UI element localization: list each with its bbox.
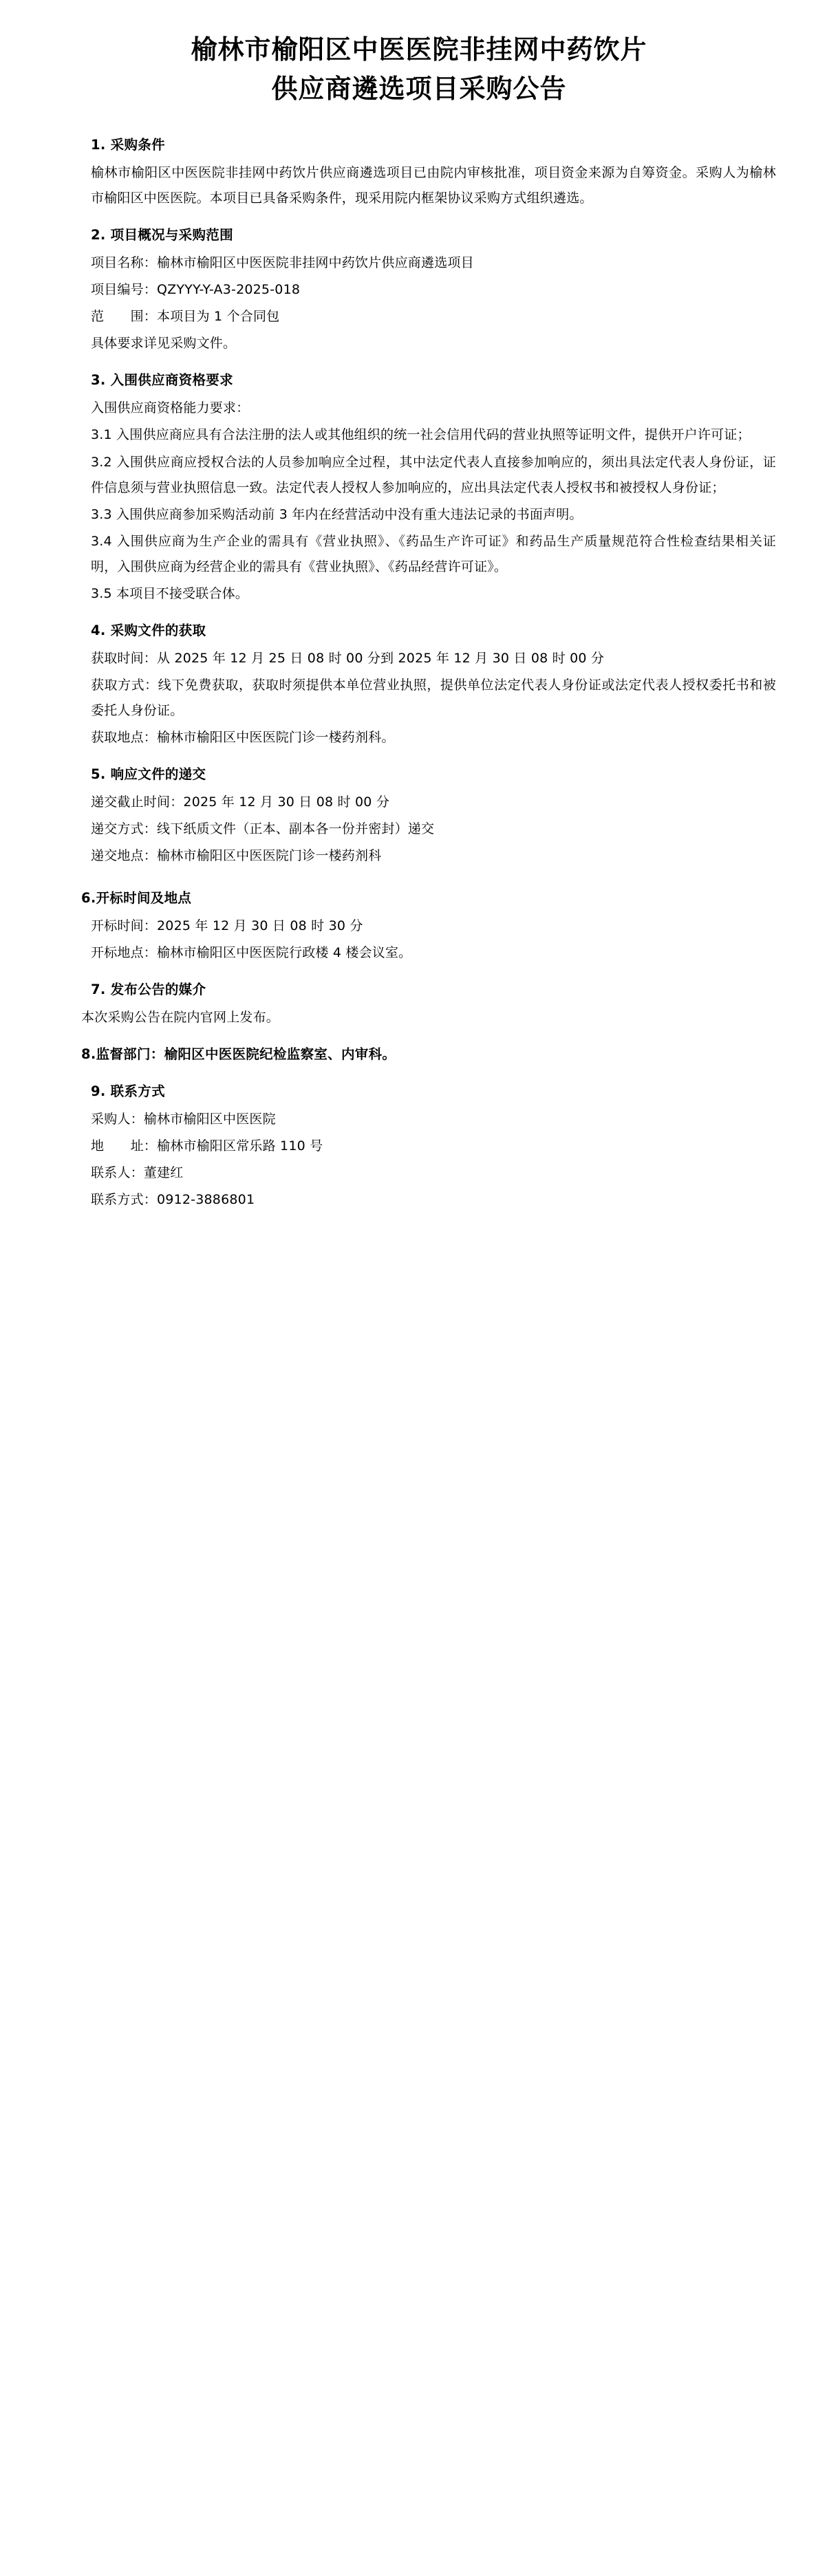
section-2-paragraph-1: 项目名称：榆林市榆阳区中医医院非挂网中药饮片供应商遴选项目 [91, 255, 474, 271]
section-5-paragraph-1: 递交截止时间：2025 年 12 月 30 日 08 时 00 分 [91, 794, 390, 810]
section-3-paragraph-5: 3.4 入围供应商为生产企业的需具有《营业执照》、《药品生产许可证》和药品生产质量规范符合性检查结果相关证明，入围供应商为经营企业的需具有《营业执照》、《药品经营许可证》。 [91, 533, 776, 574]
section-3-paragraph-2: 3.1 入围供应商应具有合法注册的法人或其他组织的统一社会信用代码的营业执照等证明文件，提供开户许可证； [91, 427, 751, 443]
section-heading-9: 9. 联系方式 [91, 1083, 165, 1099]
section-5-paragraph-3: 递交地点：榆林市榆阳区中医医院门诊一楼药剂科 [91, 848, 382, 864]
section-2-paragraph-3: 范 围：本项目为 1 个合同包 [91, 309, 280, 325]
section-heading-4: 4. 采购文件的获取 [91, 622, 206, 638]
section-4-paragraph-1: 获取时间：从 2025 年 12 月 25 日 08 时 00 分到 2025 年 12 月 30 日 08 时 00 分 [91, 650, 605, 666]
section-6-paragraph-1: 开标时间：2025 年 12 月 30 日 08 时 30 分 [91, 918, 363, 934]
section-heading-7: 7. 发布公告的媒介 [91, 982, 206, 998]
page-title [43, 30, 795, 109]
section-9-paragraph-2: 地 址：榆林市榆阳区常乐路 110 号 [91, 1138, 323, 1154]
section-heading-3: 3. 入围供应商资格要求 [91, 372, 233, 389]
section-heading-5: 5. 响应文件的递交 [91, 766, 206, 783]
section-9-paragraph-4: 联系方式：0912-3886801 [91, 1191, 255, 1207]
section-heading-8: 8.监督部门：榆阳区中医医院纪检监察室、内审科。 [81, 1046, 396, 1063]
section-3-paragraph-3: 3.2 入围供应商应授权合法的人员参加响应全过程，其中法定代表人直接参加响应的，须出具法定代表人身份证，证件信息须与营业执照信息一致。法定代表人授权人参加响应的，应出具法定代表人授权书和被授权人身份证； [91, 454, 776, 495]
section-9-paragraph-1: 采购人：榆林市榆阳区中医医院 [91, 1111, 276, 1127]
section-9-paragraph-3: 联系人：董建红 [91, 1165, 184, 1180]
section-heading-1: 1. 采购条件 [91, 137, 165, 153]
section-3-paragraph-1: 入围供应商资格能力要求： [91, 400, 250, 416]
section-4-paragraph-2: 获取方式：线下免费获取，获取时须提供本单位营业执照，提供单位法定代表人身份证或法定代表人授权委托书和被委托人身份证。 [91, 677, 776, 718]
section-7-paragraph-1: 本次采购公告在院内官网上发布。 [81, 1010, 280, 1026]
section-2-paragraph-4: 具体要求详见采购文件。 [91, 336, 237, 351]
document-page [0, 0, 838, 1213]
document-body [43, 132, 795, 1213]
section-4-paragraph-3: 获取地点：榆林市榆阳区中医医院门诊一楼药剂科。 [91, 729, 395, 745]
page-title-line-2: 供应商遴选项目采购公告 [271, 74, 567, 104]
section-2-paragraph-2: 项目编号：QZYYY-Y-A3-2025-018 [91, 282, 301, 298]
section-heading-6: 6.开标时间及地点 [81, 890, 192, 907]
page-title-line-1: 榆林市榆阳区中医医院非挂网中药饮片 [191, 34, 647, 65]
section-3-paragraph-4: 3.3 入围供应商参加采购活动前 3 年内在经营活动中没有重大违法记录的书面声明。 [91, 506, 583, 522]
section-heading-2: 2. 项目概况与采购范围 [91, 227, 233, 243]
section-6-paragraph-2: 开标地点：榆林市榆阳区中医医院行政楼 4 楼会议室。 [91, 945, 412, 961]
section-1-paragraph-1: 榆林市榆阳区中医医院非挂网中药饮片供应商遴选项目已由院内审核批准，项目资金来源为自筹资金。采购人为榆林市榆阳区中医医院。本项目已具备采购条件，现采用院内框架协议采购方式组织遴选。 [91, 165, 776, 206]
section-3-paragraph-6: 3.5 本项目不接受联合体。 [91, 585, 249, 601]
section-5-paragraph-2: 递交方式：线下纸质文件（正本、副本各一份并密封）递交 [91, 821, 435, 837]
